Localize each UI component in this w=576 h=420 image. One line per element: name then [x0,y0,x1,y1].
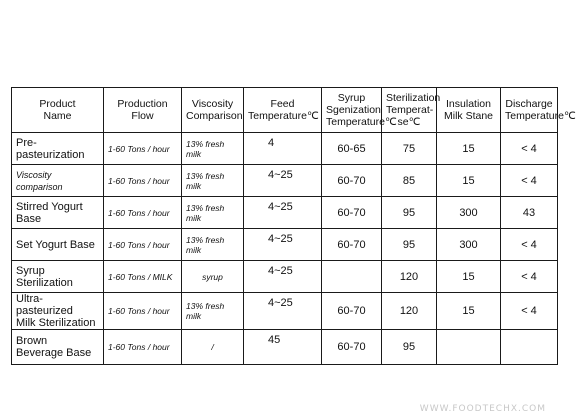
table-row [12,330,558,365]
cell-flow: 1-60 Tons / hour [104,197,182,229]
table-body [12,133,558,365]
column-header: Viscosity Comparison [182,88,244,133]
cell-sterilization: 95 [382,229,437,261]
cell-name: Ultra-pasteurized Milk Sterilization [12,293,104,330]
cell-syrup [322,261,382,293]
table-row [12,229,558,261]
cell-syrup: 60-70 [322,330,382,365]
cell-flow: 1-60 Tons / hour [104,165,182,197]
cell-flow: 1-60 Tons / hour [104,293,182,330]
cell-viscosity: 13% fresh milk [182,133,244,165]
cell-viscosity: 13% fresh milk [182,293,244,330]
cell-name: Brown Beverage Base [12,330,104,365]
cell-insulation: 15 [437,165,501,197]
cell-sterilization: 75 [382,133,437,165]
cell-syrup: 60-70 [322,229,382,261]
column-header: Feed Temperature℃ [244,88,322,133]
cell-feed: 4 [244,133,322,165]
cell-viscosity: 13% fresh milk [182,197,244,229]
cell-sterilization: 95 [382,197,437,229]
cell-sterilization: 95 [382,330,437,365]
cell-feed: 4~25 [244,197,322,229]
cell-feed: 45 [244,330,322,365]
cell-insulation: 15 [437,261,501,293]
cell-viscosity: / [182,330,244,365]
cell-sterilization: 120 [382,261,437,293]
table-row [12,293,558,330]
cell-feed: 4~25 [244,165,322,197]
cell-viscosity: syrup [182,261,244,293]
column-header: Sterilization Temperat- se℃ [382,88,437,133]
cell-insulation: 300 [437,197,501,229]
cell-insulation: 300 [437,229,501,261]
cell-sterilization: 85 [382,165,437,197]
cell-discharge: < 4 [501,165,558,197]
cell-syrup: 60-65 [322,133,382,165]
cell-syrup: 60-70 [322,293,382,330]
spec-table [11,87,576,365]
cell-discharge [501,330,558,365]
cell-feed: 4~25 [244,229,322,261]
cell-name: Set Yogurt Base [12,229,104,261]
cell-feed: 4~25 [244,293,322,330]
cell-syrup: 60-70 [322,165,382,197]
table-row [12,197,558,229]
watermark: WWW.FOODTECHX.COM [419,404,546,414]
cell-insulation [437,330,501,365]
cell-discharge: < 4 [501,261,558,293]
cell-name: Pre-pasteurization [12,133,104,165]
cell-flow: 1-60 Tons / MILK [104,261,182,293]
cell-feed: 4~25 [244,261,322,293]
cell-flow: 1-60 Tons / hour [104,330,182,365]
cell-insulation: 15 [437,293,501,330]
cell-flow: 1-60 Tons / hour [104,229,182,261]
table-row [12,261,558,293]
cell-flow: 1-60 Tons / hour [104,133,182,165]
column-header: Insulation Milk Stane [437,88,501,133]
cell-name: Stirred Yogurt Base [12,197,104,229]
header-row [12,88,558,133]
cell-discharge: < 4 [501,293,558,330]
cell-discharge: < 4 [501,229,558,261]
cell-name: Viscosity comparison [12,165,104,197]
column-header: Syrup Sgenization Temperature℃ [322,88,382,133]
spec-table-container [11,87,576,365]
cell-discharge: < 4 [501,133,558,165]
column-header: Production Flow [104,88,182,133]
cell-discharge: 43 [501,197,558,229]
column-header: Product Name [12,88,104,133]
cell-viscosity: 13% fresh milk [182,229,244,261]
cell-viscosity: 13% fresh milk [182,165,244,197]
table-row [12,133,558,165]
cell-name: Syrup Sterilization [12,261,104,293]
cell-syrup: 60-70 [322,197,382,229]
column-header: Discharge Temperature℃ [501,88,558,133]
table-row [12,165,558,197]
cell-insulation: 15 [437,133,501,165]
cell-sterilization: 120 [382,293,437,330]
